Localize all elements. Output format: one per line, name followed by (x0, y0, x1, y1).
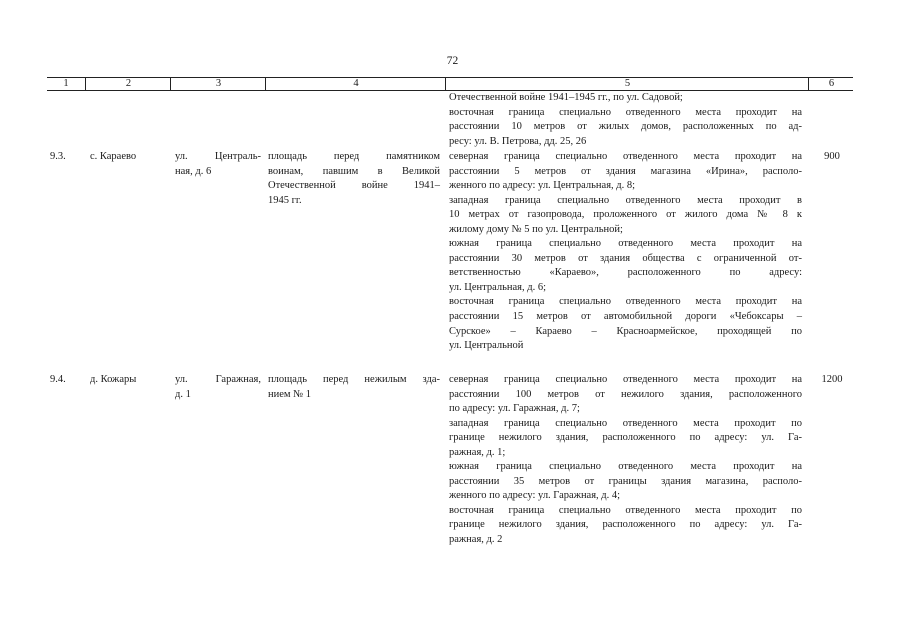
text-line: расстоянии 100 метров от нежилого здания, расположенного (449, 388, 802, 400)
header-col-6: 6 (808, 78, 854, 90)
header-col-1: 1 (63, 78, 69, 89)
text-line: расстоянии 10 метров от жилых домов, расположенных по ад- (449, 121, 802, 133)
text-line: площадь перед памятником (268, 151, 440, 162)
text-line: южная граница специально отведенного места проходит на (449, 461, 802, 473)
header-col-2: 2 (85, 78, 171, 90)
boundaries (449, 150, 802, 354)
text-line: Сурское» – Караево – Красноармейское, проходящей по (449, 325, 802, 337)
text-line: восточная граница специально отведенного места проходит по (449, 504, 802, 516)
header-col-3: 3 (170, 78, 266, 90)
text-line: воинам, павшим в Великой (268, 165, 440, 177)
text-line: западная граница специально отведенного места проходит по (449, 417, 802, 429)
text-line: расстоянии 15 метров от автомобильной дороги «Чебоксары – (449, 311, 802, 323)
text-line: д. 1 (175, 388, 191, 400)
text-line: ул. Гаражная, (175, 374, 261, 385)
capacity: 900 (824, 151, 840, 162)
settlement: д. Кожары (90, 374, 137, 385)
text-line: 1945 гг. (268, 194, 302, 206)
page-number: 72 (446, 55, 459, 67)
place-description (268, 150, 440, 208)
text-line: границе нежилого здания, расположенного по адресу: ул. Га- (449, 519, 802, 531)
text-line: ражная, д. 1; (449, 446, 506, 458)
text-line: ул. Центральная, д. 6; (449, 281, 547, 293)
header-col-5: 5 (445, 78, 809, 90)
continuation-text (449, 91, 802, 149)
text-line: нием № 1 (268, 388, 312, 400)
text-line: Отечественной войне 1941–1945 гг., по ул. Садовой; (449, 92, 683, 103)
text-line: южная граница специально отведенного места проходит на (449, 238, 802, 250)
text-line: восточная граница специально отведенного места проходит на (449, 296, 802, 308)
address (175, 150, 261, 179)
text-line: ная, д. 6 (175, 165, 212, 177)
text-line: по адресу: ул. Гаражная, д. 7; (449, 403, 580, 415)
row-number: 9.3. (50, 151, 66, 162)
text-line: границе нежилого здания, расположенного по адресу: ул. Га- (449, 432, 802, 444)
text-line: женного по адресу: ул. Центральная, д. 8; (449, 180, 636, 192)
header-col-4: 4 (265, 78, 446, 90)
text-line: расстоянии 35 метров от границы здания магазина, располо- (449, 475, 802, 487)
text-line: женного по адресу: ул. Гаражная, д. 4; (449, 490, 621, 502)
table-header-row (47, 77, 853, 91)
text-line: северная граница специально отведенного места проходит на (449, 374, 802, 385)
text-line: ветственностью «Караево», расположенного по адресу: (449, 267, 802, 279)
text-line: расстоянии 5 метров от здания магазина «Ирина», располо- (449, 165, 802, 177)
text-line: жилому дому № 5 по ул. Центральной; (449, 223, 623, 235)
text-line: 10 метрах от газопровода, проложенного от жилого дома № 8 к (449, 209, 802, 221)
place-description (268, 373, 440, 402)
text-line: площадь перед нежилым зда- (268, 374, 440, 385)
text-line: восточная граница специально отведенного места проходит на (449, 106, 802, 118)
row-number: 9.4. (50, 374, 66, 385)
boundaries (449, 373, 802, 548)
settlement: с. Караево (90, 151, 137, 162)
text-line: Отечественной войне 1941– (268, 180, 440, 192)
text-line: ражная, д. 2 (449, 534, 503, 546)
text-line: расстоянии 30 метров от здания общества с ограниченной от- (449, 252, 802, 264)
text-line: ул. Централь- (175, 151, 261, 162)
text-line: ресу: ул. В. Петрова, дд. 25, 26 (449, 135, 587, 147)
capacity: 1200 (821, 374, 843, 385)
text-line: западная граница специально отведенного места проходит в (449, 194, 802, 206)
text-line: ул. Центральной (449, 340, 524, 352)
text-line: северная граница специально отведенного места проходит на (449, 151, 802, 162)
address (175, 373, 261, 402)
